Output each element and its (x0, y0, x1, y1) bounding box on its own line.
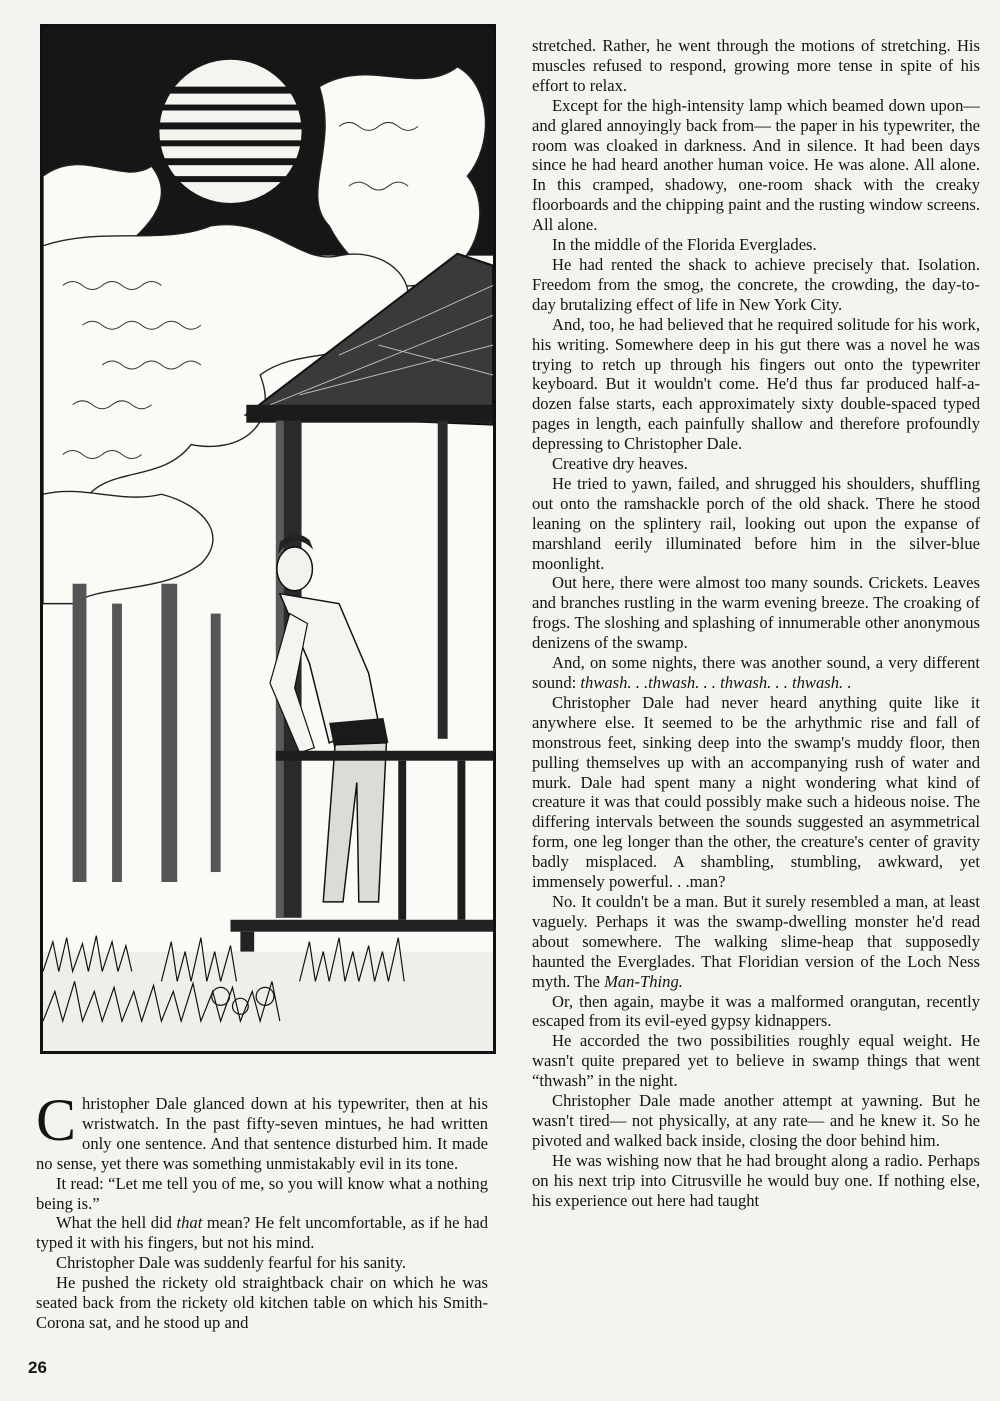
paragraph: He was wishing now that he had brought along a radio. Perhaps on his next trip into Citrusville he would buy one. If nothing else, his experience out here had taught (532, 1150, 980, 1210)
ground-grass (43, 936, 493, 1051)
paragraph: Creative dry heaves. (552, 454, 688, 474)
paragraph: No. It couldn't be a man. But it surely resembled a man, at least vaguely. Perhaps it was the swamp-dwelling monster he'd read about somewhere. The walking slime-heap that supposedly haunted the Everglades. That Floridian version of the Loch Ness myth. The Man-Thing. (532, 891, 980, 991)
opening-paragraph-text: hristopher Dale glanced down at his typewriter, then at his wristwatch. In the past fifty-seven mintues, he had written only one sentence. And that sentence disturbed him. It made no sense, yet there was something unmistakably evil in its tone. (36, 1094, 488, 1173)
page-number: 26 (28, 1358, 47, 1377)
drop-cap: C (36, 1087, 77, 1153)
background-trees (73, 584, 221, 882)
paragraph: He accorded the two possibilities roughly equal weight. He wasn't quite prepared yet to believe in swamp things that went “thwash” in the night. (532, 1031, 980, 1091)
opening-paragraph (36, 1087, 488, 1174)
paragraph: Out here, there were almost too many sounds. Crickets. Leaves and branches rustling in the warm evening breeze. The croaking of frogs. The sloshing and splashing of innumerable other anonymous denizens of the swamp. (532, 573, 980, 653)
swamp-shack-illustration (43, 27, 493, 1051)
paragraph: Except for the high-intensity lamp which beamed down upon— and glared annoyingly back from— the paper in his typewriter, the room was cloaked in darkness. And in silence. It had been days since he had heard another human voice. He was alone. All alone. In this cramped, shadowy, one-room shack with the creaky floorboards and the chipping paint and the rusting window screens. All alone. (532, 95, 980, 235)
paragraph: And, on some nights, there was another sound, a very different sound: thwash. . .thwash. . . thwash. . . thwash. . (532, 653, 980, 692)
paragraph: Or, then again, maybe it was a malformed orangutan, recently escaped from its evil-eyed gypsy kidnappers. (532, 991, 980, 1031)
porch-post-right (438, 421, 448, 739)
left-text-column (36, 1087, 489, 1333)
paragraph: stretched. Rather, he went through the motions of stretching. His muscles refused to respond, growing more tense in spite of his effort to relax. (532, 36, 980, 95)
paragraph: Christopher Dale was suddenly fearful for his sanity. (56, 1253, 407, 1273)
paragraph: He tried to yawn, failed, and shrugged his shoulders, shuffling out onto the ramshackle porch of the old shack. There he stood leaning on the splintery rail, looking out upon the expanse of marshland eerily illuminated before him in the silver-blue moonlight. (532, 473, 980, 573)
paragraph: He had rented the shack to achieve precisely that. Isolation. Freedom from the smog, the concrete, the crowding, the day-to-day brutalizing effect of life in New York City. (532, 254, 980, 314)
paragraph: It read: “Let me tell you of me, so you will know what a nothing being is.” (36, 1173, 488, 1213)
paragraph: Christopher Dale made another attempt at yawning. But he wasn't tired— not physically, at any rate— and he knew it. So he pivoted and walked back inside, closing the door behind him. (532, 1091, 980, 1150)
right-text-column (532, 36, 980, 1210)
paragraph: Christopher Dale had never heard anything quite like it anywhere else. It seemed to be the arhythmic rise and fall of monstrous feet, sinking deep into the swamp's muddy floor, then pulling themselves up with an accompanying rush of water and murk. Dale had spent many a night wondering what kind of creature it was that could possibly make such a hideous noise. The differing intervals between the sounds suggested an asymmetrical form, one leg longer than the other, the creature's center of gravity badly misplaced. A shambling, stumbling, awkward, yet immensely powerful. . .man? (532, 692, 980, 892)
paragraph: And, too, he had believed that he required solitude for his work, his writing. Somewhere deep in his gut there was a novel he was trying to retch up through his fingers out onto the typewriter keyboard. But it wouldn't come. He'd thus far produced half-a-dozen false starts, each approximately sixty double-spaced typed pages in length, each painfully shallow and therefore profoundly depressing to Christopher Dale. (532, 314, 980, 454)
paragraph: He pushed the rickety old straightback chair on which he was seated back from the rickety old kitchen table on which his Smith-Corona sat, and he stood up and (36, 1273, 488, 1332)
paragraph: In the middle of the Florida Everglades. (552, 235, 817, 255)
paragraph: What the hell did that mean? He felt uncomfortable, as if he had typed it with his fingers, but not his mind. (36, 1213, 489, 1253)
story-illustration (40, 24, 496, 1054)
